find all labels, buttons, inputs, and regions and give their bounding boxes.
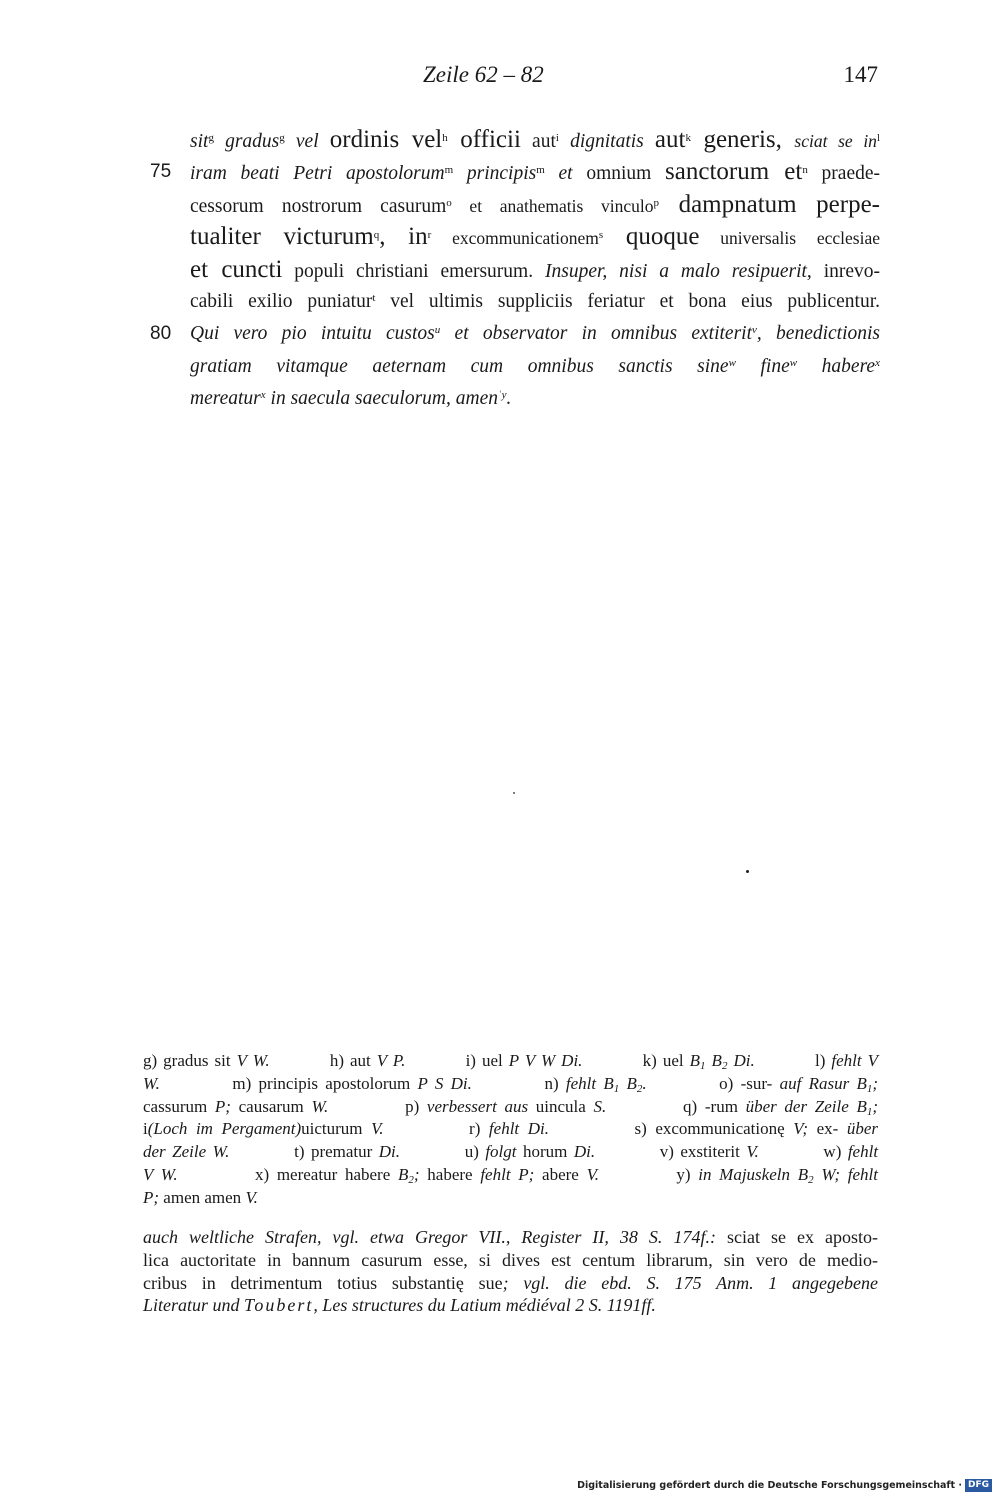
word: universalis ecclesiae: [699, 228, 880, 249]
word: dampnatum perpe-: [659, 190, 881, 218]
word: , benedictionis: [756, 323, 881, 345]
word: sciat se in: [794, 131, 877, 151]
commentary-line: auch weltliche Strafen, vgl. etwa Gregor VII., Register II, 38 S. 174f.: sciat se ex aposto-: [143, 1227, 878, 1247]
word: et anathematis vinculo: [451, 195, 654, 216]
apparatus-mark: w: [728, 356, 736, 369]
commentary-note: [143, 1226, 878, 1317]
text-line: [150, 383, 890, 415]
apparatus-mark: x: [875, 356, 880, 369]
apparatus-mark: v: [752, 324, 757, 337]
word: sanctorum et: [665, 158, 803, 186]
footnote-line: g) gradus sit V W. h) aut V P. i) uel P V W Di. k) uel $B_1$ $B_2$ Di. l) fehlt V: [143, 1051, 879, 1072]
page-number: 147: [843, 62, 878, 87]
word: generis,: [690, 126, 795, 153]
word: ordinis: [329, 126, 400, 153]
apparatus-mark: x: [260, 389, 266, 402]
word: officii: [447, 126, 521, 153]
apparatus-mark: p: [653, 196, 660, 209]
page-header: [190, 62, 880, 94]
footnote-line: P; amen amen V.: [143, 1187, 258, 1207]
word: principis: [453, 163, 537, 185]
word: et observator in omnibus extiterit: [440, 323, 753, 345]
running-title: Zeile 62 – 82: [423, 62, 544, 87]
commentary-line: lica auctoritate in bannum casurum esse, si dives est centum librarum, sin vero de medio-: [143, 1249, 878, 1270]
text-line: [150, 318, 890, 350]
word: cabili exilio puniatur: [190, 290, 373, 312]
apparatus-mark: o: [446, 196, 452, 209]
text-line: [150, 156, 890, 188]
apparatus-mark: i: [555, 131, 559, 144]
apparatus-mark: w: [789, 356, 798, 369]
word: .: [506, 388, 512, 410]
word: populi christiani emersurum.: [282, 260, 545, 282]
word: gratiam vitamque aeternam cum omnibus sanctis sine: [190, 355, 729, 377]
apparatus-mark: m: [444, 164, 454, 177]
footnote-line: W. m) principis apostolorum P S Di. n) fehlt $B_1$ $B_2$. o) -sur- auf Rasur $B_1$;: [143, 1073, 878, 1095]
word: et: [544, 163, 587, 185]
commentary-line: cribus in detrimentum totius substantię sue; vgl. die ebd. S. 175 Anm. 1 angegebene: [143, 1272, 878, 1293]
scan-speck: [746, 870, 749, 873]
critical-apparatus: [143, 1050, 878, 1210]
dfg-logo-icon: DFG: [965, 1479, 992, 1492]
edition-text: [150, 124, 890, 416]
word: Qui vero pio intuitu custos: [190, 323, 435, 345]
word: omnium: [586, 163, 666, 185]
scan-speck: [513, 792, 515, 794]
apparatus-mark: n: [802, 164, 808, 177]
apparatus-mark: r: [427, 229, 432, 242]
apparatus-mark: u: [434, 324, 441, 337]
apparatus-mark: k: [685, 131, 691, 144]
word: et cuncti: [190, 255, 283, 283]
word: fine: [735, 355, 790, 377]
footnote-line: V W. x) mereatur habere $B_2$; habere fehlt P; abere V. y) in Majuskeln $B_2$ W; fehlt: [143, 1164, 878, 1186]
word: vel: [399, 126, 443, 153]
word: vel: [284, 131, 330, 152]
line-number: 75: [150, 161, 172, 183]
apparatus-mark: h: [442, 131, 448, 144]
word: quoque: [603, 223, 700, 251]
text-line: [150, 351, 890, 383]
text-line: [150, 189, 890, 221]
line-number: 80: [150, 323, 172, 345]
word: habere: [797, 355, 876, 377]
text-line: [150, 221, 890, 253]
apparatus-mark: m: [536, 164, 545, 177]
word: Insuper, nisi a malo resipuerit,: [545, 260, 812, 282]
credit-text: Digitalisierung gefördert durch die Deutsche Forschungsgemeinschaft ·: [577, 1479, 962, 1491]
apparatus-mark: l: [876, 131, 880, 144]
word: dignitatis: [558, 131, 655, 152]
word: inrevo-: [811, 260, 881, 282]
word: gradus: [213, 131, 280, 152]
apparatus-mark: s: [598, 229, 604, 242]
text-line: [150, 254, 890, 286]
apparatus-mark: ʿy: [498, 389, 507, 402]
word: mereatur: [190, 388, 261, 410]
apparatus-mark: q: [373, 229, 380, 242]
word: aut: [520, 131, 556, 152]
word: excommunicationem: [431, 228, 599, 249]
word: iram beati Petri apostolorum: [190, 163, 445, 185]
word: praede-: [807, 163, 881, 185]
text-line: [150, 124, 890, 156]
footnote-line: i(Loch im Pergament)uicturum V. r) fehlt Di. s) excommunicationę V; ex- über: [143, 1119, 878, 1139]
word: tualiter victurum: [190, 223, 374, 251]
word: cessorum nostrorum casurum: [190, 195, 447, 217]
word: aut: [654, 126, 686, 153]
word: , in: [379, 223, 428, 251]
digitization-credit: [577, 1478, 992, 1492]
footnote-line: cassurum P; causarum W. p) verbessert aus uincula S. q) -rum über der Zeile $B_1$;: [143, 1096, 878, 1118]
text-line: [150, 286, 890, 318]
word: sit: [190, 131, 209, 152]
commentary-line: Literatur und Toubert, Les structures du Latium médiéval 2 S. 1191ff.: [143, 1295, 656, 1316]
apparatus-mark: g: [279, 131, 285, 144]
word: in saecula saeculorum, amen: [265, 388, 498, 410]
apparatus-mark: g: [208, 131, 214, 144]
footnote-line: der Zeile W. t) prematur Di. u) folgt horum Di. v) exstiterit V. w) fehlt: [143, 1142, 879, 1162]
apparatus-mark: t: [372, 291, 376, 304]
word: vel ultimis suppliciis feriatur et bona eius publicentur.: [375, 290, 880, 312]
